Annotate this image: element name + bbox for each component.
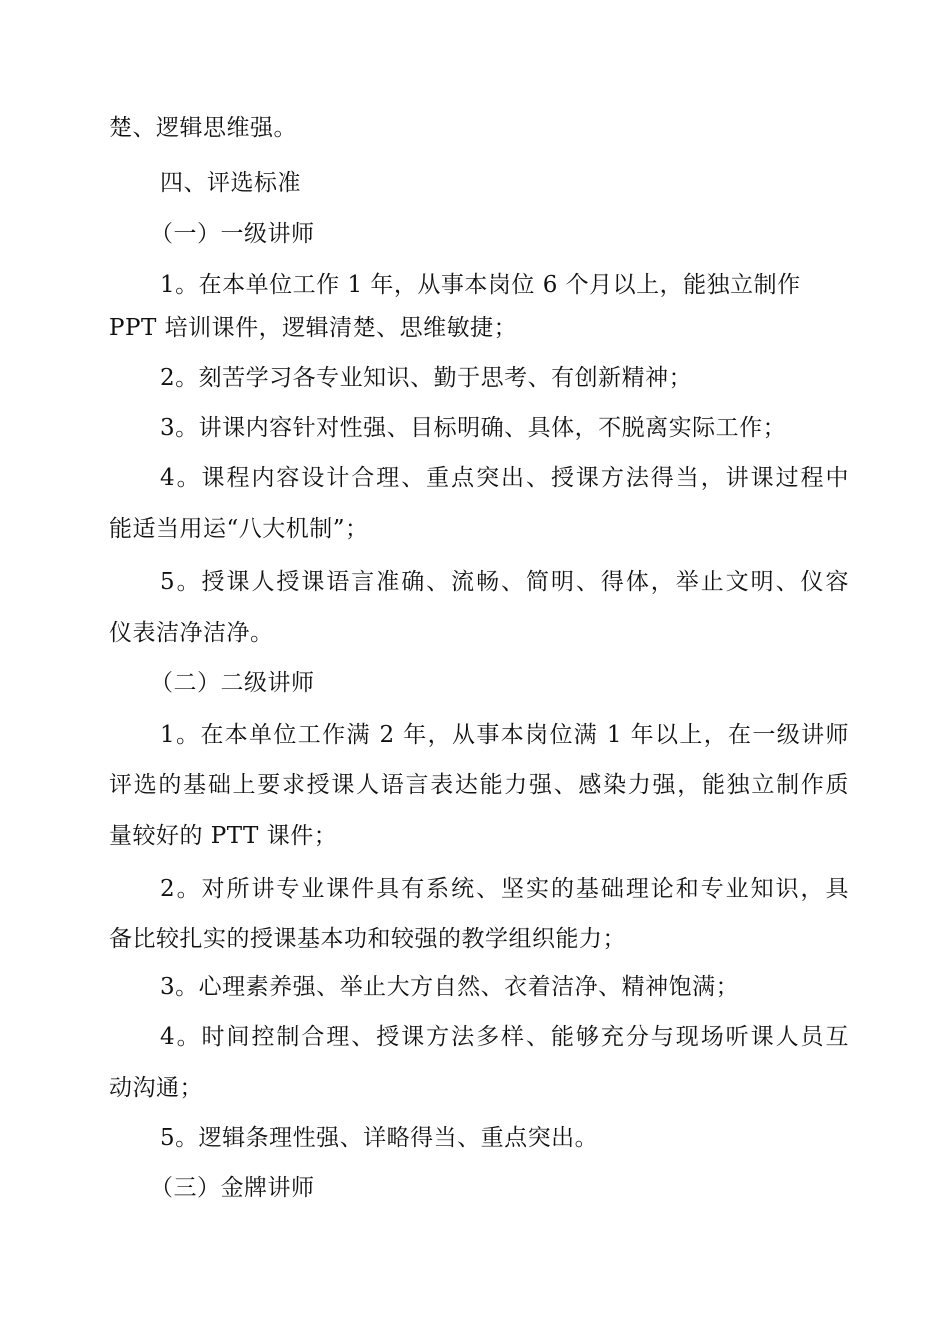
paragraph-line: 5。逻辑条理性强、详略得当、重点突出。 — [160, 1125, 599, 1151]
paragraph-line: 动沟通； — [109, 1075, 203, 1101]
paragraph-line: 备比较扎实的授课基本功和较强的教学组织能力； — [109, 926, 626, 952]
subsection-heading: （一）一级讲师 — [150, 221, 315, 247]
paragraph-line: 3。心理素养强、举止大方自然、衣着洁净、精神饱满； — [160, 974, 740, 1000]
subsection-heading: （二）二级讲师 — [150, 670, 315, 696]
paragraph-line: 1。在本单位工作满 2 年，从事本岗位满 1 年以上，在一级讲师 — [160, 722, 849, 748]
paragraph-line: 2。对所讲专业课件具有系统、坚实的基础理论和专业知识，具 — [160, 876, 849, 902]
paragraph-line: 5。授课人授课语言准确、流畅、简明、得体，举止文明、仪容 — [160, 569, 849, 595]
paragraph-line: 仪表洁净洁净。 — [109, 620, 274, 646]
paragraph-line: 能适当用运“八大机制”； — [109, 516, 369, 542]
paragraph-line: 量较好的 PTT 课件； — [109, 823, 338, 849]
paragraph-line: 2。刻苦学习各专业知识、勤于思考、有创新精神； — [160, 365, 693, 391]
paragraph-line: 4。课程内容设计合理、重点突出、授课方法得当，讲课过程中 — [160, 465, 849, 491]
section-heading: 四、评选标准 — [160, 170, 301, 196]
paragraph-line: 楚、逻辑思维强。 — [109, 115, 297, 141]
paragraph-line: 评选的基础上要求授课人语言表达能力强、感染力强，能独立制作质 — [109, 772, 849, 798]
subsection-heading: （三）金牌讲师 — [150, 1175, 315, 1201]
paragraph-line: 4。时间控制合理、授课方法多样、能够充分与现场听课人员互 — [160, 1024, 849, 1050]
paragraph-line: 1。在本单位工作 1 年，从事本岗位 6 个月以上，能独立制作 — [160, 272, 801, 298]
paragraph-line: PPT 培训课件，逻辑清楚、思维敏捷； — [109, 315, 518, 341]
paragraph-line: 3。讲课内容针对性强、目标明确、具体，不脱离实际工作； — [160, 415, 787, 441]
